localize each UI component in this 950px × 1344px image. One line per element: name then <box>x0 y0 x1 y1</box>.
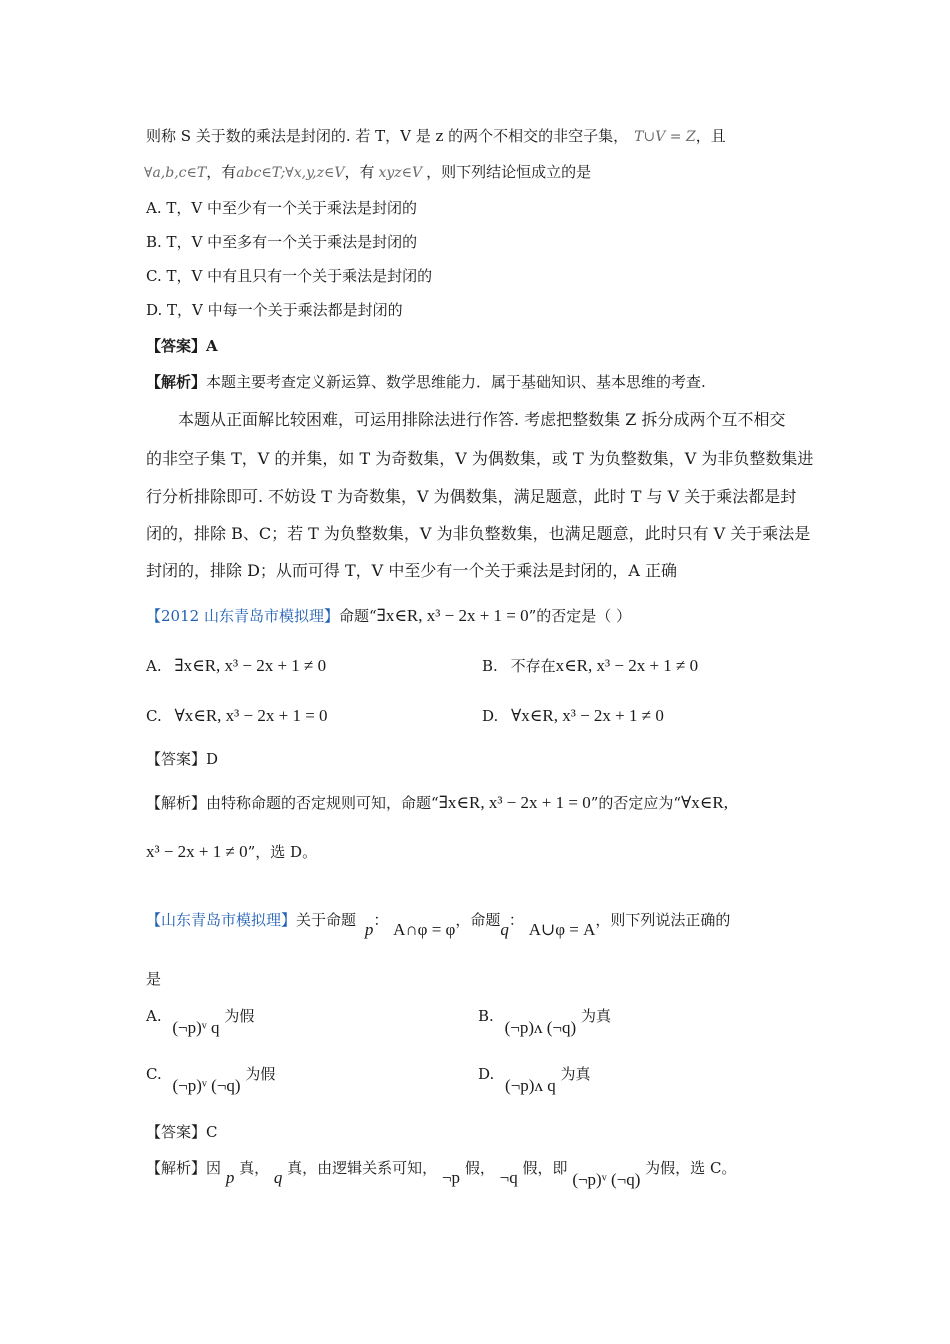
formula-xyz-in-v: xyz∈V <box>378 165 423 181</box>
q1-option-d: D. T，V 中每一个关于乘法都是封闭的 <box>146 301 403 319</box>
q2-option-d-formula: ∀x∈R, x³ − 2x + 1 ≠ 0 <box>511 706 664 725</box>
q2-analysis-line-1: 【解析】由特称命题的否定规则可知，命题“∃x∈R, x³ − 2x + 1 = 0”的否定应为“∀x∈R, <box>146 793 728 812</box>
q2-analysis-line-2: x³ − 2x + 1 ≠ 0”，选 D。 <box>146 842 318 861</box>
q3-option-b: B. (¬p)ᴧ (¬q) 为真 <box>478 1007 611 1037</box>
q1-answer: 【答案】A <box>146 337 218 355</box>
intro-line-2: ∀a,b,c∈T，有abc∈T;∀x,y,z∈V，有 xyz∈V ，则下列结论恒成立的是 <box>144 163 592 181</box>
formula-abc-in-t: abc∈T;∀x,y,z∈V <box>236 165 345 181</box>
q1-analysis-head: 【解析】本题主要考查定义新运算、数学思维能力．属于基础知识、基本思维的考查. <box>146 373 706 391</box>
q3-stem-line-2: 是 <box>146 970 162 988</box>
formula-forall-abc: ∀a,b,c∈T <box>144 165 207 181</box>
q2-stem-formula: ∃x∈R, x³ − 2x + 1 = 0 <box>376 606 529 625</box>
q1-analysis-line-5: 封闭的，排除 D；从而可得 T，V 中至少有一个关于乘法是封闭的，A 正确 <box>146 561 677 580</box>
q1-option-b: B. T，V 中至多有一个关于乘法是封闭的 <box>146 233 418 251</box>
q2-option-a: A. ∃x∈R, x³ − 2x + 1 ≠ 0 <box>146 656 327 675</box>
q3-source: 【山东青岛市模拟理】 <box>146 911 297 929</box>
q1-analysis-line-2: 的非空子集 T，V 的并集，如 T 为奇数集，V 为偶数集，或 T 为负整数集，V 为非负整数集进 <box>146 449 814 468</box>
q3-answer: 【答案】C <box>146 1123 218 1141</box>
q1-option-c: C. T，V 中有且只有一个关于乘法是封闭的 <box>146 267 433 285</box>
q3-option-b-formula: (¬p)ᴧ (¬q) <box>504 1018 577 1037</box>
q2-answer: 【答案】D <box>146 750 219 768</box>
q1-analysis-line-4: 闭的，排除 B、C；若 T 为负整数集，V 为非负整数集，也满足题意，此时只有 V 关于乘法是 <box>146 524 811 543</box>
q3-stem: 【山东青岛市模拟理】关于命题 p： A∩φ = φ，命题q： A∪φ = A，则下列说法正确的 <box>146 911 731 939</box>
q2-option-c-formula: ∀x∈R, x³ − 2x + 1 = 0 <box>174 706 328 725</box>
formula-union: T∪V = Z <box>634 129 696 145</box>
q2-stem: 【2012 山东青岛市模拟理】命题“∃x∈R, x³ − 2x + 1 = 0”的否定是（ ） <box>146 606 632 625</box>
q1-analysis-line-3: 行分析排除即可. 不妨设 T 为奇数集，V 为偶数集，满足题意，此时 T 与 V 关于乘法都是封 <box>146 487 797 506</box>
q1-analysis-line-1: 本题从正面解比较困难，可运用排除法进行作答. 考虑把整数集 Z 拆分成两个互不相交 <box>178 410 786 429</box>
q1-option-a: A. T，V 中至少有一个关于乘法是封闭的 <box>146 199 417 217</box>
q2-option-c: C. ∀x∈R, x³ − 2x + 1 = 0 <box>146 706 328 725</box>
q3-option-d-formula: (¬p)ᴧ q <box>505 1076 556 1095</box>
q3-option-c-formula: (¬p)ᵛ (¬q) <box>172 1076 241 1095</box>
q2-source: 【2012 山东青岛市模拟理】 <box>146 607 339 625</box>
q3-option-d: D. (¬p)ᴧ q 为真 <box>478 1065 591 1095</box>
q2-option-b: B. 不存在x∈R, x³ − 2x + 1 ≠ 0 <box>482 656 699 675</box>
q2-option-a-formula: ∃x∈R, x³ − 2x + 1 ≠ 0 <box>174 656 327 675</box>
q3-option-c: C. (¬p)ᵛ (¬q) 为假 <box>146 1065 276 1095</box>
q2-option-b-formula: x∈R, x³ − 2x + 1 ≠ 0 <box>555 656 699 675</box>
q3-analysis: 【解析】因 p 真， q 真，由逻辑关系可知， ¬p 假， ¬q 假，即 (¬p)ᵛ (¬q) 为假，选 C。 <box>146 1159 737 1189</box>
intro-line-1: 则称 S 关于数的乘法是封闭的. 若 T，V 是 z 的两个不相交的非空子集， T∪V = Z，且 <box>146 127 726 145</box>
q3-option-a-formula: (¬p)ᵛ q <box>172 1018 220 1037</box>
q3-option-a: A. (¬p)ᵛ q 为假 <box>146 1007 255 1037</box>
q2-option-d: D. ∀x∈R, x³ − 2x + 1 ≠ 0 <box>482 706 664 725</box>
